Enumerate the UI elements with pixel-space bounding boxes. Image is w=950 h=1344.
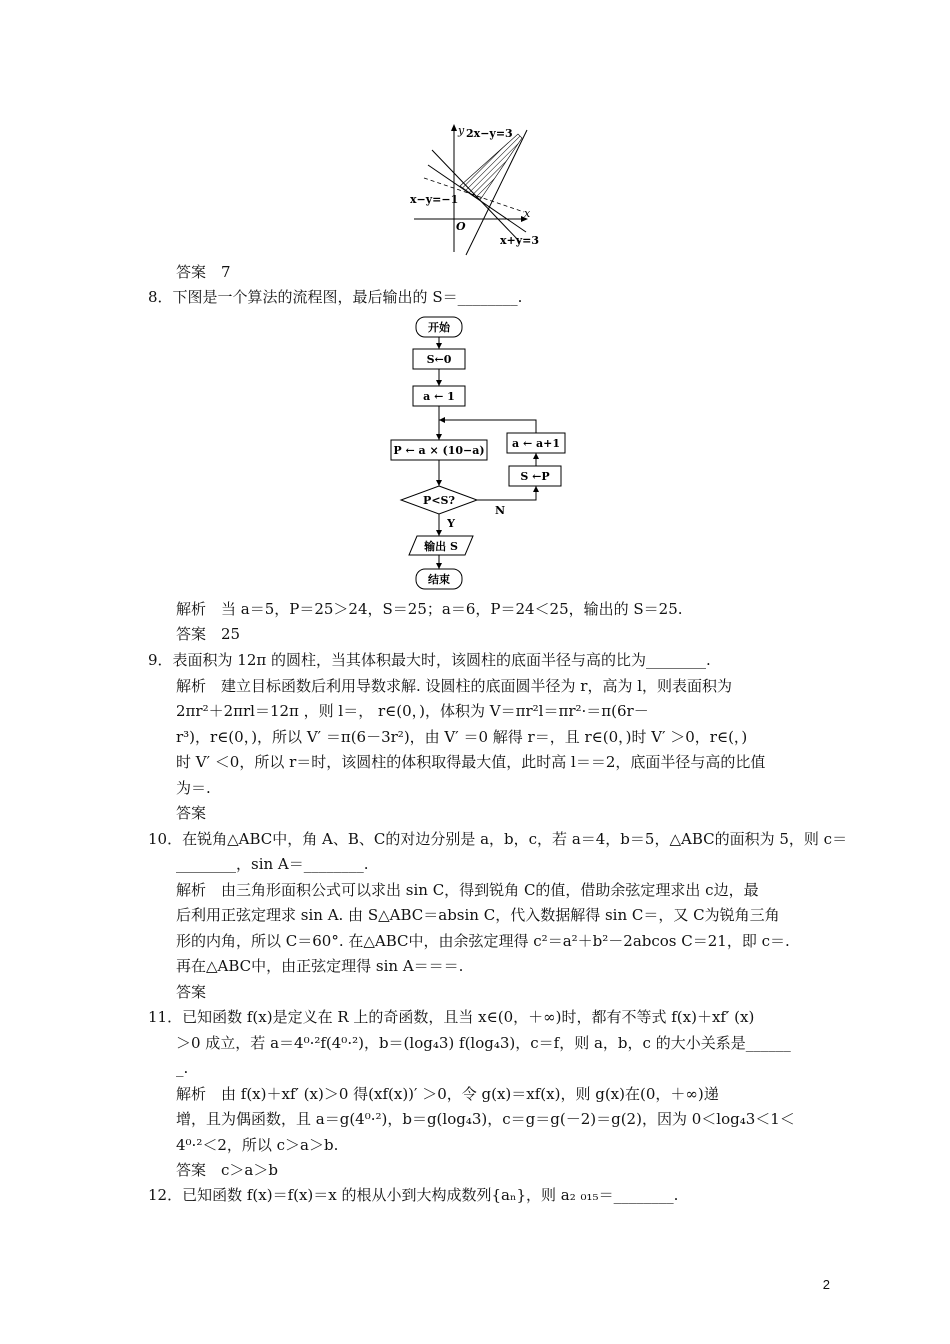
q11-solution-1: 解析 由 f(x)＋xf′ (x)＞0 得(xf(x))′ ＞0，令 g(x)＝xf(x)，则 g(x)在(0，＋∞)递 <box>176 1085 719 1103</box>
q10-solution-4: 再在△ABC中，由正弦定理得 sin A＝＝＝. <box>176 957 464 975</box>
flowchart <box>385 313 585 593</box>
q10-answer: 答案 <box>176 983 207 1001</box>
feasible-region <box>460 134 522 200</box>
q9-solution-1: 解析 建立目标函数后利用导数求解. 设圆柱的底面圆半径为 r，高为 l，则表面积为 <box>176 677 733 695</box>
question-9: 9．表面积为 12π 的圆柱，当其体积最大时，该圆柱的底面半径与高的比为________. <box>148 651 711 669</box>
x-label: x <box>524 207 531 220</box>
question-12: 12．已知函数 f(x)＝f(x)＝x 的根从小到大构成数列{aₙ}，则 a₂ ₀₁₅＝________. <box>148 1186 679 1204</box>
question-11-line2: ＞0 成立，若 a＝4⁰·²f(4⁰·²)，b＝(log₄3) f(log₄3)，c＝f，则 a，b，c 的大小关系是______ <box>176 1034 791 1052</box>
question-11-line3: _. <box>176 1059 189 1077</box>
q9-solution-4: 时 V′ ＜0，所以 r＝时，该圆柱的体积取得最大值，此时高 l＝＝2，底面半径与高的比值 <box>176 753 766 771</box>
q11-answer: 答案 c＞a＞b <box>176 1161 278 1179</box>
q10-solution-3: 形的内角，所以 C＝60°. 在△ABC中，由余弦定理得 c²＝a²＋b²－2abcos C＝21，即 c＝. <box>176 932 790 950</box>
q9-solution-5: 为＝. <box>176 779 211 797</box>
question-8: 8．下图是一个算法的流程图，最后输出的 S＝________. <box>148 288 523 306</box>
question-10-line1: 10．在锐角△ABC中，角 A、B、C的对边分别是 a，b，c，若 a＝4，b＝5，△ABC的面积为 5，则 c＝ <box>148 830 848 848</box>
q8-solution: 解析 当 a＝5，P＝25＞24，S＝25；a＝6，P＝24＜25，输出的 S＝25. <box>176 600 683 618</box>
q9-answer: 答案 <box>176 804 207 822</box>
flow-a1-label: a ← 1 <box>423 390 455 403</box>
flow-p-label: P ← a × (10−a) <box>393 444 485 457</box>
origin-label: O <box>456 220 466 233</box>
flow-yes-label: Y <box>447 517 455 530</box>
flow-cond-label: P<S? <box>423 494 455 507</box>
line1-label: 2x−y=3 <box>466 127 513 140</box>
flow-no-label: N <box>494 504 506 517</box>
flow-out-label: 输出 S <box>424 540 458 553</box>
line3-label: x+y=3 <box>500 234 540 247</box>
q10-solution-1: 解析 由三角形面积公式可以求出 sin C，得到锐角 C的值，借助余弦定理求出 c边，最 <box>176 881 759 899</box>
line2-label: x−y=−1 <box>410 193 459 206</box>
flow-aa-label: a ← a+1 <box>511 437 561 450</box>
q9-solution-3: r³)，r∈(0，)，所以 V′ ＝π(6－3r²)，由 V′ ＝0 解得 r＝，且 r∈(0，)时 V′ ＞0，r∈(，) <box>176 728 748 746</box>
y-label: y <box>458 124 465 137</box>
question-11-line1: 11．已知函数 f(x)是定义在 R 上的奇函数，且当 x∈(0，＋∞)时，都有不等式 f(x)＋xf′ (x) <box>148 1008 755 1026</box>
flow-s0-label: S←0 <box>426 353 452 366</box>
q9-solution-2: 2πr²＋2πrl＝12π ，则 l＝， r∈(0，)，体积为 V＝πr²l＝πr²·＝π(6r－ <box>176 702 649 720</box>
question-10-line2: ________，sin A＝________. <box>176 855 369 873</box>
page-number: 2 <box>822 1277 830 1292</box>
flow-start-label: 开始 <box>428 321 450 334</box>
q10-solution-2: 后利用正弦定理求 sin A. 由 S△ABC＝absin C，代入数据解得 sin C＝，又 C为锐角三角 <box>176 906 780 924</box>
q11-solution-3: 4⁰·²＜2，所以 c＞a＞b. <box>176 1136 339 1154</box>
q8-answer: 答案 25 <box>176 625 241 643</box>
flow-end-label: 结束 <box>428 573 450 586</box>
q11-solution-2: 增，且为偶函数，且 a＝g(4⁰·²)，b＝g(log₄3)，c＝g＝g(－2)＝g(2)，因为 0＜log₄3＜1＜ <box>176 1110 795 1128</box>
linear-programming-graph <box>400 120 550 260</box>
answer-7: 答案 7 <box>176 263 231 281</box>
flow-sp-label: S ←P <box>520 470 550 483</box>
